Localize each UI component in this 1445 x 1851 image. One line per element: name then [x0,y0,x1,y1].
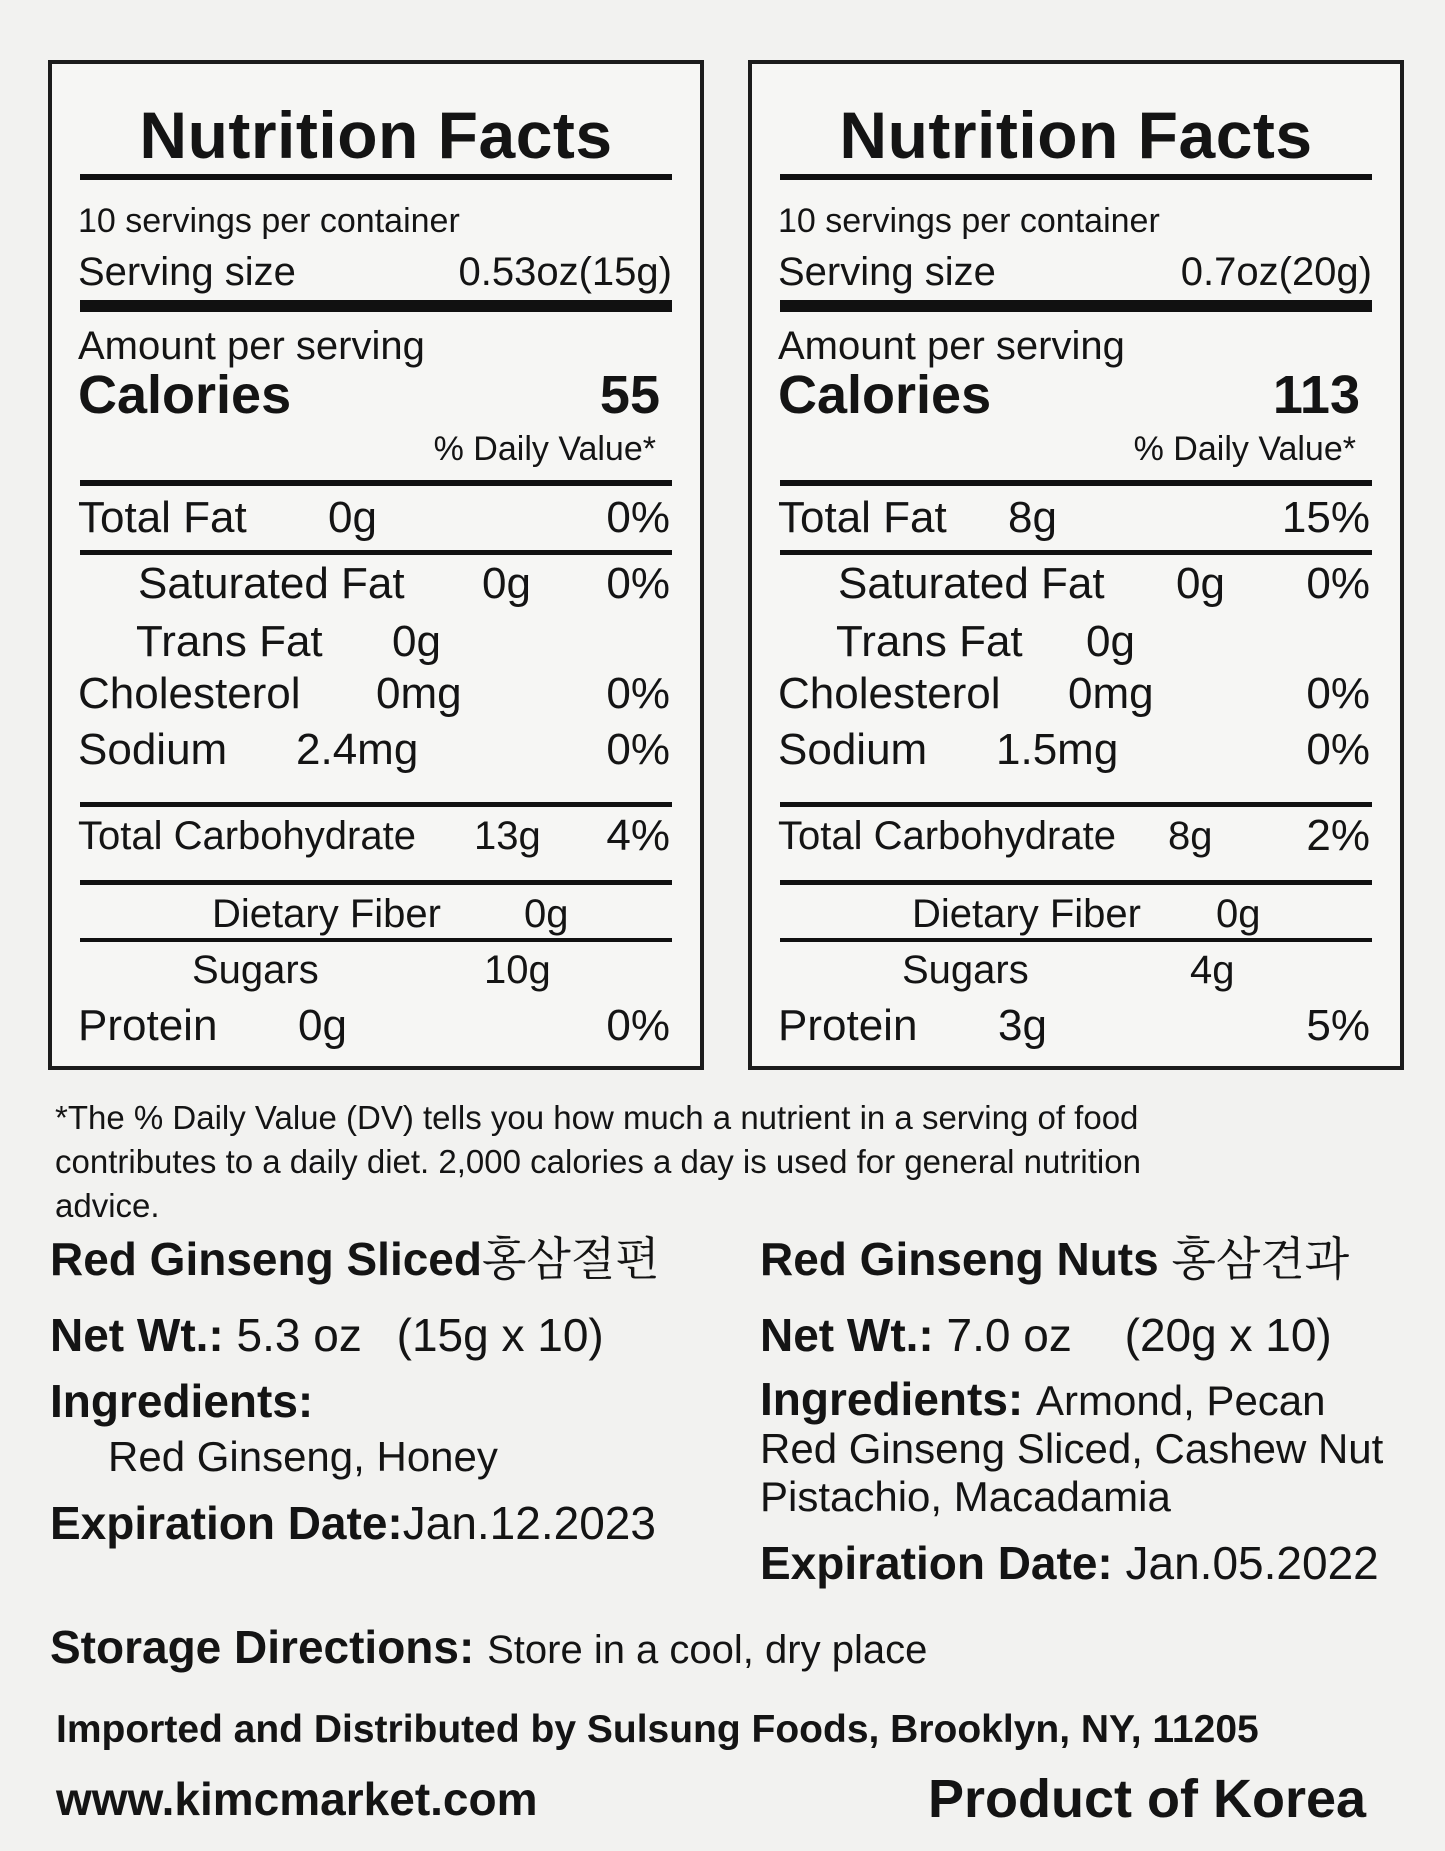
divider [80,802,672,807]
servings-per-container: 10 servings per container [778,202,1160,240]
protein-dv: 0% [606,1001,670,1050]
ingredients-right [760,1373,1326,1425]
saturated-fat-label: Saturated Fat [838,559,1105,608]
sodium-dv: 0% [606,725,670,774]
daily-value-header: % Daily Value* [1133,430,1356,468]
cholesterol-amount: 0mg [376,669,462,718]
daily-value-footnote [55,1096,1355,1228]
net-wt-value: 7.0 oz [946,1309,1072,1361]
nutrition-panel-right [748,60,1404,1070]
footnote-line: *The % Daily Value (DV) tells you how much a nutrient in a serving of food [55,1099,1139,1136]
total-fat-label: Total Fat [78,493,247,542]
net-wt-detail: (15g x 10) [396,1309,604,1361]
total-carb-dv: 2% [1306,811,1370,860]
nutrition-panel-left [48,60,704,1070]
sugars-label: Sugars [192,948,319,992]
footnote-line: advice. [55,1187,160,1224]
divider [780,880,1372,885]
net-wt-detail: (20g x 10) [1124,1309,1332,1361]
sodium-label: Sodium [778,725,928,774]
dietary-fiber-amount: 0g [524,892,569,936]
protein-label: Protein [778,1001,918,1050]
dietary-fiber-label: Dietary Fiber [212,892,441,936]
sugars-label: Sugars [902,948,1029,992]
cholesterol-label: Cholesterol [78,669,301,718]
protein-amount: 3g [998,1001,1047,1050]
trans-fat-amount: 0g [392,617,441,666]
net-weight-left [50,1309,604,1361]
sugars-amount: 4g [1190,948,1235,992]
serving-size-value: 0.53oz(15g) [458,250,672,294]
product-name-right [760,1233,1350,1285]
ingredients-label: Ingredients: [50,1375,314,1427]
divider [80,174,672,180]
serving-size-label: Serving size [78,250,296,294]
protein-dv: 5% [1306,1001,1370,1050]
saturated-fat-label: Saturated Fat [138,559,405,608]
total-fat-dv: 0% [606,493,670,542]
divider [780,802,1372,807]
total-fat-label: Total Fat [778,493,947,542]
website-link[interactable]: www.kimcmarket.com [56,1773,538,1825]
net-wt-value: 5.3 oz [236,1309,362,1361]
expiration-left [50,1497,656,1549]
ingredients-line: Armond, Pecan [1036,1377,1326,1424]
expiration-right [760,1537,1379,1589]
thick-divider [780,300,1372,312]
saturated-fat-dv: 0% [1306,559,1370,608]
divider [80,938,672,942]
cholesterol-dv: 0% [1306,669,1370,718]
divider [780,480,1372,486]
total-carb-amount: 8g [1168,814,1213,858]
nutrition-facts-title: Nutrition Facts [139,98,613,172]
distributor-line: Imported and Distributed by Sulsung Foods, Brooklyn, NY, 11205 [56,1708,1259,1751]
expiration-value: Jan.12.2023 [402,1497,656,1549]
divider [780,938,1372,942]
expiration-value: Jan.05.2022 [1125,1537,1379,1589]
calories-label: Calories [78,365,292,425]
saturated-fat-dv: 0% [606,559,670,608]
sodium-dv: 0% [1306,725,1370,774]
expiration-label: Expiration Date: [50,1497,403,1549]
sodium-amount: 1.5mg [996,725,1119,774]
ingredients-line: Pistachio, Macadamia [760,1473,1171,1520]
sodium-amount: 2.4mg [296,725,419,774]
total-carb-amount: 13g [474,814,541,858]
product-name: Red Ginseng Nuts [760,1233,1159,1285]
calories-label: Calories [778,365,992,425]
serving-size-value: 0.7oz(20g) [1180,250,1372,294]
net-weight-right [760,1309,1332,1361]
ingredients-label: Ingredients: [760,1373,1024,1425]
total-carb-dv: 4% [606,811,670,860]
trans-fat-amount: 0g [1086,617,1135,666]
cholesterol-amount: 0mg [1068,669,1154,718]
serving-size-label: Serving size [778,250,996,294]
amount-per-serving: Amount per serving [778,324,1125,368]
total-fat-amount: 8g [1008,493,1057,542]
daily-value-header: % Daily Value* [433,430,656,468]
protein-amount: 0g [298,1001,347,1050]
calories-value: 113 [1272,365,1360,425]
net-wt-label: Net Wt.: [50,1309,224,1361]
trans-fat-label: Trans Fat [836,617,1023,666]
sugars-amount: 10g [484,948,551,992]
net-wt-label: Net Wt.: [760,1309,934,1361]
product-name-korean: 홍삼절편 [482,1233,660,1285]
trans-fat-label: Trans Fat [136,617,323,666]
thick-divider [80,300,672,312]
divider [80,550,672,555]
total-fat-amount: 0g [328,493,377,542]
protein-label: Protein [78,1001,218,1050]
divider [780,550,1372,555]
divider [80,880,672,885]
storage-label: Storage Directions: [50,1621,475,1673]
saturated-fat-amount: 0g [1176,559,1225,608]
divider [780,174,1372,180]
ingredients-label-left [50,1375,314,1427]
divider [80,480,672,486]
footnote-line: contributes to a daily diet. 2,000 calories a day is used for general nutrition [55,1143,1141,1180]
expiration-label: Expiration Date: [760,1537,1113,1589]
calories-value: 55 [599,365,660,425]
total-fat-dv: 15% [1281,493,1370,542]
total-carb-label: Total Carbohydrate [78,814,416,858]
dietary-fiber-amount: 0g [1216,892,1261,936]
cholesterol-label: Cholesterol [778,669,1001,718]
product-name-korean: 홍삼견과 [1171,1233,1350,1285]
cholesterol-dv: 0% [606,669,670,718]
nutrition-facts-title: Nutrition Facts [839,98,1313,172]
ingredients-line: Red Ginseng Sliced, Cashew Nut [760,1425,1384,1472]
sodium-label: Sodium [78,725,228,774]
product-name-left [50,1233,660,1285]
product-origin: Product of Korea [928,1769,1367,1829]
amount-per-serving: Amount per serving [78,324,425,368]
saturated-fat-amount: 0g [482,559,531,608]
storage-value: Store in a cool, dry place [487,1628,928,1672]
ingredients-value-left: Red Ginseng, Honey [108,1433,498,1480]
total-carb-label: Total Carbohydrate [778,814,1116,858]
servings-per-container: 10 servings per container [78,202,460,240]
storage-directions [50,1621,928,1673]
dietary-fiber-label: Dietary Fiber [912,892,1141,936]
product-name: Red Ginseng Sliced [50,1233,482,1285]
